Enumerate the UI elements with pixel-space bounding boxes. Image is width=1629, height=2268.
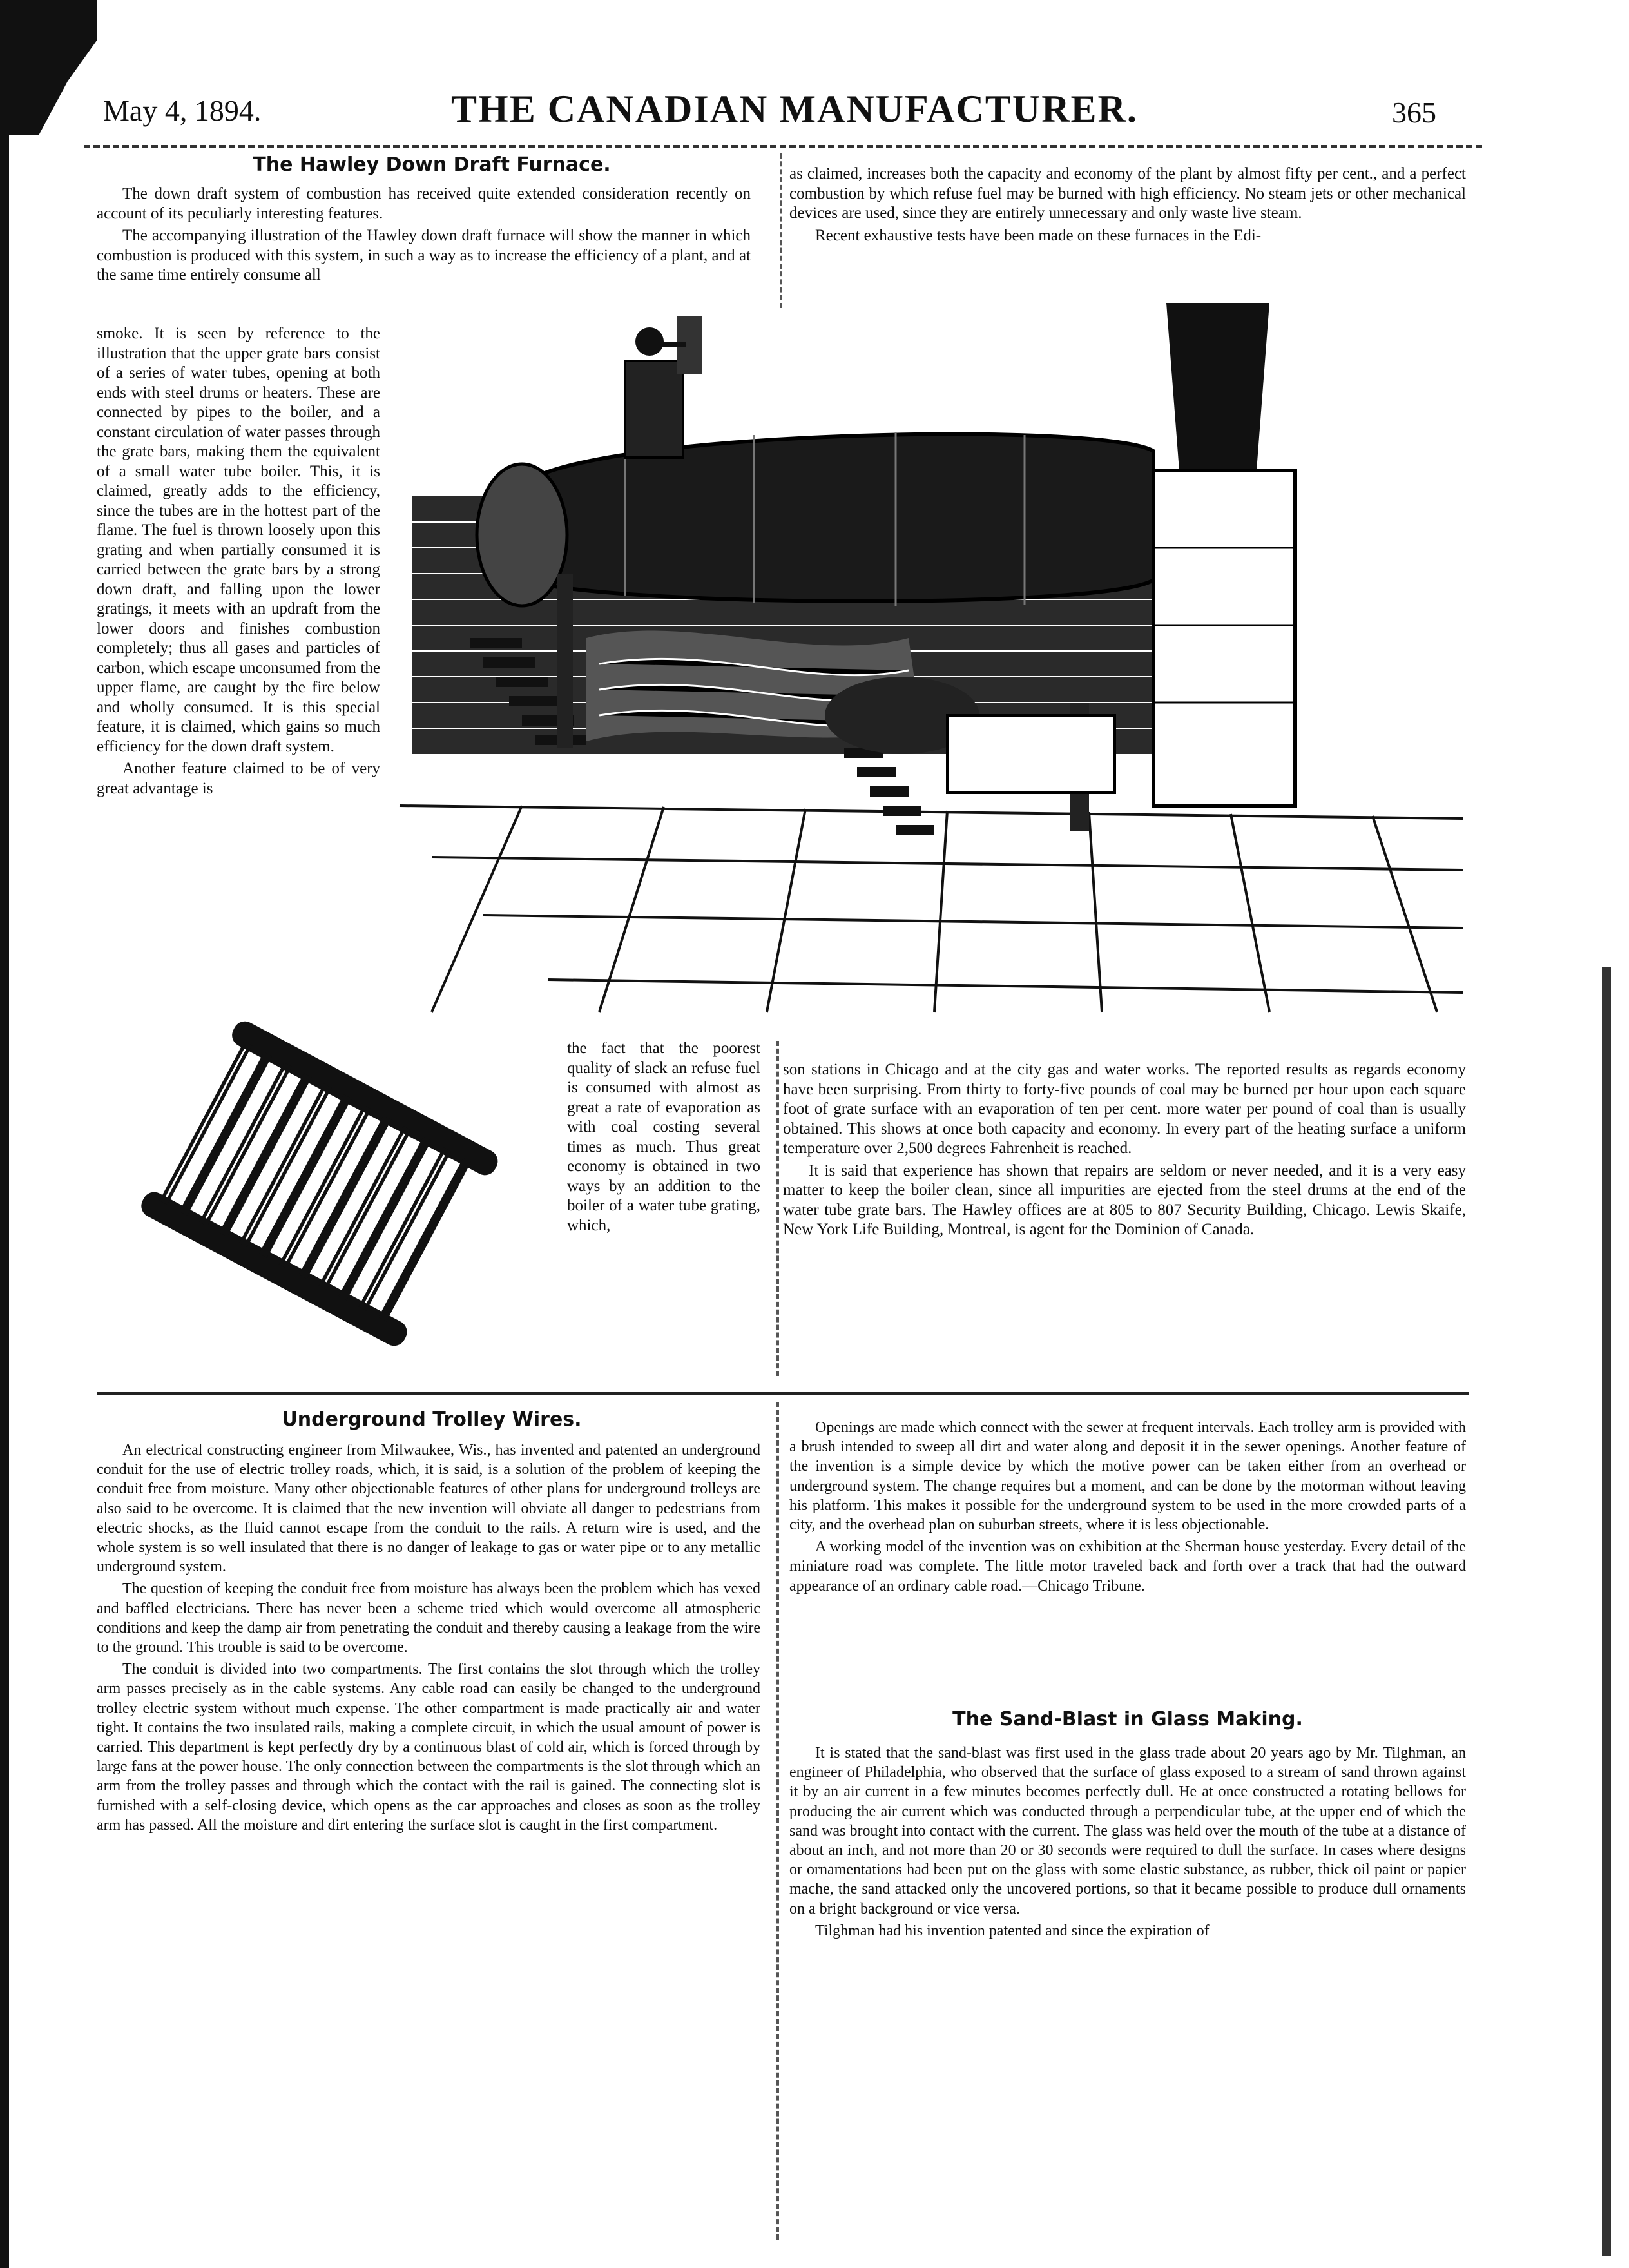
paragraph: the fact that the poorest quality of slack an refuse fuel is consumed with almost as great a rate of evaporation as with coal costing several times as much. Thus great economy is obtained in two ways by an addition to the boiler of a water tube grating, which, [567, 1040, 760, 1234]
paragraph: A working model of the invention was on exhibition at the Sherman house yesterday. Every detail of the miniature road was complete. The little motor traveled back and forth over a track that had the outward appearance of an ordinary cable road.—Chicago Tribune. [789, 1538, 1466, 1594]
paragraph: The down draft system of combustion has received quite extended consideration recently on account of its peculiarly interesting features. [97, 185, 751, 222]
scan-edge-left [0, 0, 9, 2268]
hawley-col2-top [789, 164, 1466, 246]
article-title-sandblast: The Sand-Blast in Glass Making. [952, 1708, 1303, 1730]
grate-bars-illustration [90, 1012, 554, 1373]
trolley-text-col1 [97, 1440, 760, 1835]
article-title-trolley: Underground Trolley Wires. [282, 1408, 582, 1431]
paragraph: as claimed, increases both the capacity and economy of the plant by almost fifty per cent., and a perfect combustion by which refuse fuel may be burned with high efficiency. No steam jets or other mechanical devices are used, since they are entirely unnecessary and only waste live steam. [789, 165, 1466, 222]
paragraph: It is stated that the sand-blast was first used in the glass trade about 20 years ago by Mr. Tilghman, an engineer of Philadelphia, who observed that the surface of glass exposed to a stream of sand thrown against it by an air current in a few minutes becomes perfectly dull. He at once constructed a rotating bellows for producing the air current which was conducted through a perpendicular tube, at the upper end of which the sand was brought into contact with the current. The glass was held over the mouth of the tube at a distance of about an inch, and not more than 20 or 30 seconds were required to dull the surface. In cases where designs or ornamentations had been put on the glass with some elastic substance, as rubber, thick oil paint or papier mache, the sand attacked only the uncovered portions, so that it became possible to produce dull ornaments on a bright background or vice versa. [789, 1745, 1466, 1917]
column-divider-mid [776, 1041, 779, 1376]
column-divider-top [780, 153, 782, 308]
page-number: 365 [1392, 96, 1436, 129]
paragraph: son stations in Chicago and at the city gas and water works. The reported results as regards economy have been surprising. From thirty to forty-five pounds of coal may be burned per hour upon each square foot of grate surface with an evaporation of ten per cent. more water per pound of coal than is usually obtained. This shows at once both capacity and economy. In every part of the heating surface a uniform temperature over 2,500 degrees Fahrenheit is reached. [783, 1061, 1466, 1157]
paragraph: Tilghman had his invention patented and since the expiration of [815, 1922, 1210, 1939]
scan-edge-right [1602, 967, 1611, 2256]
hawley-narrow-text [97, 324, 380, 799]
hawley-lead-text [97, 184, 751, 286]
paragraph: It is said that experience has shown that repairs are seldom or never needed, and it is a very easy matter to keep the boiler clean, since all impurities are ejected from the steel drums at the end of the water tube grate bars. The Hawley offices are at 805 to 807 Security Building, Chicago. Lewis Skaife, New York Life Building, Montreal, is agent for the Dominion of Canada. [783, 1161, 1466, 1238]
column-divider-bottom [776, 1402, 779, 2240]
sandblast-text [789, 1743, 1466, 1941]
trolley-text-col2 [789, 1418, 1466, 1596]
header-rule [84, 145, 1482, 148]
section-rule [97, 1392, 1469, 1395]
paragraph: An electrical constructing engineer from Milwaukee, Wis., has invented and patented an underground conduit for the use of electric trolley roads, which, it is said, is a solution of the problem of keeping the conduit free from moisture. Many other objectionable features of other plans for underground trolleys are also said to be overcome. It is claimed that the new invention will obviate all danger to pedestrians from electric shocks, as the fluid cannot escape from the conduit to the rails. A return wire is used, and the whole system is so well insulated that there is no danger of leakage to gas or water pipe or to any metallic underground system. [97, 1442, 760, 1576]
hawley-small-column [567, 1039, 760, 1236]
issue-date: May 4, 1894. [103, 94, 262, 127]
paragraph: smoke. It is seen by reference to the illustration that the upper grate bars consist of a series of water tubes, opening at both ends with steel drums or heaters. These are connected by pipes to the boiler, and a constant circulation of water passes through the grate bars, making them the equivalent of a small water tube boiler. This, it is claimed, greatly adds to the efficiency, since the tubes are in the hottest part of the flame. The fuel is thrown loosely upon this grating and when partially consumed it is carried between the grate bars by a strong down draft, and falling upon the lower gratings, it meets with an updraft from the lower doors and finishes combustion completely; thus all gases and particles of carbon, which escape unconsumed from the upper flame, are caught by the fire below and wholly consumed. It is this special feature, it is claimed, which gains so much efficiency for the down draft system. [97, 325, 380, 755]
hawley-col2-bottom [783, 1060, 1466, 1240]
journal-title: THE CANADIAN MANUFACTURER. [451, 88, 1138, 130]
furnace-illustration [393, 303, 1482, 1031]
paragraph: The accompanying illustration of the Hawley down draft furnace will show the manner in which combustion is produced with this system, in such a way as to increase the efficiency of a plant, and at the same time entirely consume all [97, 227, 751, 284]
paragraph: Another feature claimed to be of very great advantage is [97, 760, 380, 797]
paragraph: Recent exhaustive tests have been made on these furnaces in the Edi- [815, 226, 1262, 244]
paragraph: Openings are made which connect with the sewer at frequent intervals. Each trolley arm is provided with a brush intended to sweep all dirt and water along and deposit it in the sewer openings. Another feature of the invention is a simple device by which the motive power can be taken either from an overhead or underground system. The change requires but a moment, and can be done by the motorman without leaving his platform. This makes it possible for the underground system to be used in the more crowded parts of a city, and the overhead plan on suburban streets, where it is less objectionable. [789, 1419, 1466, 1534]
paragraph: The question of keeping the conduit free from moisture has always been the problem which has vexed and baffled electricians. There has never been a scheme tried which would overcome all atmospheric conditions and keep the damp air from penetrating the conduit and thereby causing a leakage from the wire to the ground. This trouble is said to be overcome. [97, 1580, 760, 1656]
paragraph: The conduit is divided into two compartments. The first contains the slot through which the trolley arm passes precisely as in the cable systems. Any cable road can easily be changed to the underground trolley electric system without much expense. The other compartment is made practically air and water tight. It contains the two insulated rails, making a complete circuit, in which the usual amount of power is carried. This department is kept perfectly dry by a continuous blast of cold air, which is forced through by large fans at the power house. The only connection between the compartments is the slot through which an arm from the trolley passes and through which the contact with the rail is gained. The connecting slot is furnished with a self-closing device, which opens as the car approaches and closes as soon as the trolley arm has passed. All the moisture and dirt entering the surface slot is caught in the first compartment. [97, 1661, 760, 1834]
scan-edge-top-left [0, 0, 97, 135]
article-title-hawley: The Hawley Down Draft Furnace. [253, 153, 611, 176]
